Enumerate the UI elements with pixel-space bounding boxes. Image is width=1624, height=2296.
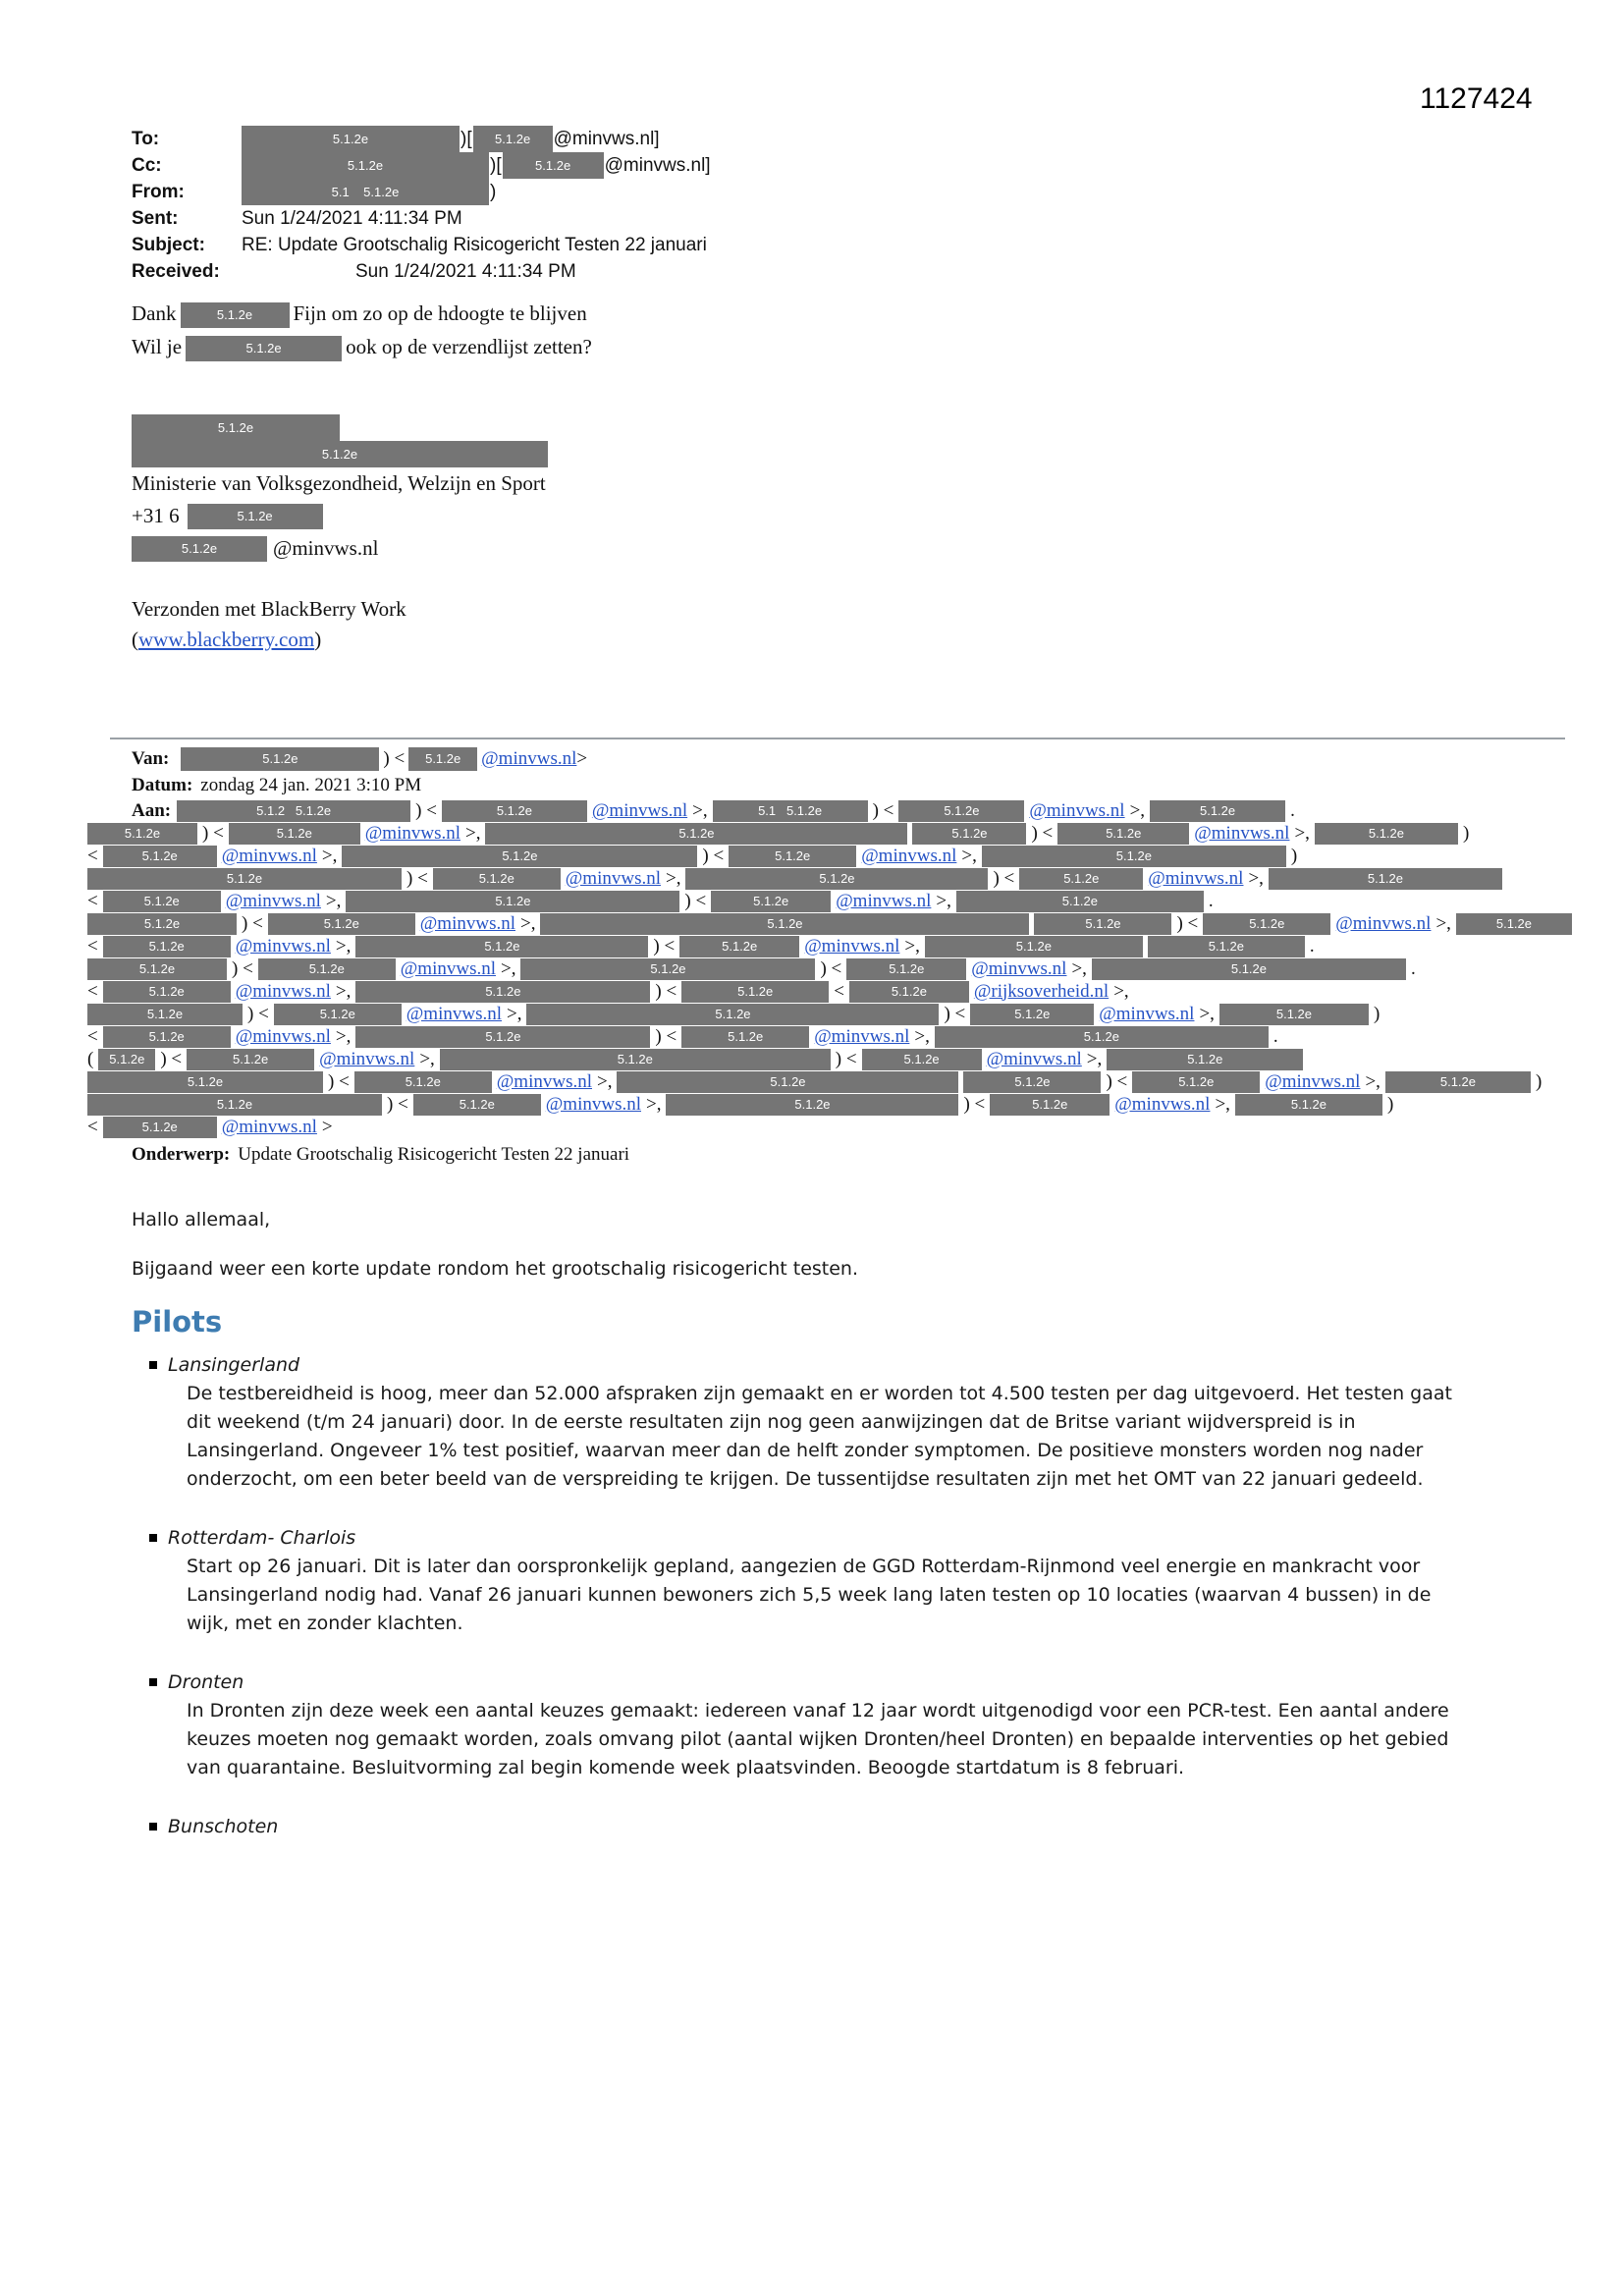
redaction-bar: 5.1.2e [1092,958,1406,980]
redaction-bar: 5.1.2e [862,1049,982,1070]
text-fragment: ) < [247,1003,269,1024]
redaction-bar: 5.1.2e [846,958,966,980]
text-fragment: >, [1215,1093,1230,1115]
redaction-bar: 5.1.2e [98,1049,155,1070]
from-label: From: [132,181,185,202]
redaction-bar: 5.1.2e [963,1071,1101,1093]
email-link[interactable]: @minvws.nl [971,957,1067,979]
pilot-item-header [149,1523,1565,1552]
email-link[interactable]: @minvws.nl [814,1025,910,1047]
text-fragment: Dank [132,301,177,325]
recipient-row [87,1116,1565,1138]
sent-with-text: Verzonden met BlackBerry Work [132,597,406,621]
text-fragment: < [87,1025,98,1047]
redaction-bar: 5.1.2e [103,1026,231,1048]
redaction-bar: 5.1.2e [132,536,267,562]
redaction-bar: 5.1.2e [1150,800,1285,822]
to-label: To: [132,128,160,149]
pilot-item-header [149,1812,1565,1840]
email-link[interactable]: @minvws.nl [861,845,957,866]
redaction-bar: 5.1.2e [970,1004,1094,1025]
email-link[interactable]: @minvws.nl [400,957,496,979]
datum-value: zondag 24 jan. 2021 3:10 PM [200,774,422,795]
redaction-bar: 5.1.2e [1132,1071,1260,1093]
redaction-bar: 5.1.2e [1385,1071,1531,1093]
redaction-bar: 5.1.2e [187,1049,314,1070]
text-fragment: ) [1373,1003,1380,1024]
redaction-bar: 5.1.2e [679,936,799,957]
aan-label: Aan: [132,799,172,821]
text-fragment: ) [490,181,497,202]
redaction-bar: 5.1.2e [433,868,561,890]
text-fragment: >, [501,957,516,979]
text-fragment: ) < [655,1025,677,1047]
text-fragment: . [1309,935,1315,957]
text-fragment: >, [1365,1070,1380,1092]
email-link[interactable]: @rijksoverheid.nl [973,980,1110,1002]
pilot-item-header [149,1350,1565,1379]
redaction-bar: 5.1.2e [1203,913,1330,935]
text-fragment: ) < [963,1093,986,1115]
redaction-bar: 5.1 5.1.2e [242,179,489,205]
pilot-title: Rotterdam- Charlois [168,1526,356,1549]
redaction-bar: 5.1.2e [103,1117,217,1138]
redaction-bar: 5.1.2e [520,958,815,980]
text-fragment: . [1410,957,1416,979]
redaction-bar: 5.1.2e [87,958,227,980]
header-row-received [132,258,1565,285]
recipient-row [87,912,1565,935]
recipient-row [87,980,1565,1003]
redaction-bar: 5.1.2e [354,1071,492,1093]
redaction-bar: 5.1.2e [188,504,323,529]
text-fragment: >, [335,935,352,957]
received-value: Sun 1/24/2021 4:11:34 PM [355,260,576,282]
redaction-bar: 5.1.2e [982,846,1286,867]
redaction-bar: 5.1.2e [1107,1049,1303,1070]
recipient-row [87,1070,1565,1093]
redaction-bar: 5.1.2e [87,1004,243,1025]
text-fragment: >, [961,845,977,866]
text-fragment: > [576,747,588,769]
blackberry-link[interactable]: www.blackberry.com [138,628,315,651]
text-fragment: ) < [1176,912,1199,934]
email-link[interactable]: @minvws.nl [406,1003,502,1024]
redaction-bar: 5.1.2e [666,1094,958,1116]
redaction-bar: 5.1.2e [935,1026,1269,1048]
redaction-bar: 5.1.2e [1235,1094,1382,1116]
text-fragment: ) < [1031,822,1054,844]
text-fragment: ) < [820,957,842,979]
redaction-bar: 5.1.2e [87,1071,323,1093]
redaction-bar: 5.1 5.1.2e [713,800,868,822]
text-fragment: ) < [944,1003,966,1024]
pilot-item-bunschoten [132,1812,1565,1840]
text-fragment: ) < [328,1070,350,1092]
text-fragment: Fijn om zo op de hdoogte te blijven [293,301,587,325]
text-fragment: >, [597,1070,613,1092]
redaction-bar: 5.1.2e [87,913,237,935]
text-fragment: ) < [387,1093,408,1115]
recipient-row [87,1093,1565,1116]
pilot-title: Dronten [168,1670,244,1693]
recipient-row [87,845,1565,867]
text-fragment: >, [936,890,951,911]
redaction-bar: 5.1.2e [685,868,988,890]
text-fragment: ) [1386,1093,1394,1115]
divider-line [110,738,1565,739]
recipient-row [87,867,1565,890]
text-fragment: ) [314,628,322,651]
phone-prefix: +31 6 [132,504,180,527]
redaction-bar: 5.1.2e [103,981,231,1003]
text-fragment: ) < [232,957,253,979]
redaction-bar: 5.1.2e [242,126,460,152]
received-label: Received: [132,260,220,282]
mail-header [132,0,1565,285]
header-row-from [132,179,1565,205]
email-suffix: @minvws.nl [273,536,379,560]
text-fragment: >, [904,935,920,957]
text-fragment: >, [465,822,481,844]
onderwerp-label: Onderwerp: [132,1143,231,1165]
pilot-item-dronten [132,1667,1565,1782]
redaction-bar: 5.1.2e [103,936,231,957]
redaction-bar: 5.1.2e [242,152,489,179]
redaction-bar: 5.1.2e [440,1049,831,1070]
pilot-text: De testbereidheid is hoog, meer dan 52.000 afspraken zijn gemaakt en er worden tot 4.500 testen per dag uitgevoerd. Het testen gaat dit weekend (t/m 24 januari) door. In de eerste resultaten zijn nog geen aanwijzingen dat de Britse variant wijdverspreid is in Lansingerland. Ongeveer 1% test positief, waarvan meer dan de helft zonder symptomen. De positieve monsters worden nog nader onderzocht, om een beter beeld van de verspreiding te krijgen. De tussentijdse resultaten zijn met het OMT van 22 januari gedeeld. [187,1383,1452,1490]
redaction-bar: 5.1.2e [473,126,553,152]
redaction-bar: 5.1.2e [729,846,856,867]
recipients-redacted-block [87,799,1565,1138]
recipient-row [87,799,1565,822]
email-link[interactable]: @minvws.nl [364,822,460,844]
text-fragment: )[ [490,154,502,176]
redaction-bar: 5.1.2e [1057,823,1189,845]
redaction-bar: 5.1.2e [681,1026,809,1048]
redacted-name-row [132,414,1565,441]
text-fragment: < [87,845,98,866]
text-fragment: ) < [872,799,894,821]
email-row [132,532,1565,565]
text-fragment: ( [132,628,138,651]
redaction-bar: 5.1.2e [1269,868,1502,890]
email-link[interactable]: @minvws.nl [221,845,317,866]
phone-row [132,500,1565,532]
redaction-bar: 5.1.2e [408,747,477,771]
text-fragment: >, [520,912,536,934]
text-fragment: < [87,980,98,1002]
text-fragment: ) < [202,822,224,844]
text-fragment: >, [1113,980,1129,1002]
subject-label: Subject: [132,234,205,255]
text-fragment: < [87,890,98,911]
text-fragment: >, [666,867,681,889]
section-title-pilots: Pilots [132,1305,223,1339]
redaction-bar: 5.1.2e [413,1094,541,1116]
text-fragment: >, [914,1025,930,1047]
text-fragment: ) [1462,822,1470,844]
recipient-row [87,1025,1565,1048]
redaction-bar: 5.1.2e [1456,913,1572,935]
blackberry-link-line [132,625,1565,655]
email-link[interactable]: @minvws.nl [804,935,900,957]
greeting: Hallo allemaal, [132,1209,271,1230]
cc-label: Cc: [132,154,162,176]
intro-paragraph [132,297,1565,363]
recipient-row [87,890,1565,912]
redaction-bar: 5.1.2e [274,1004,402,1025]
text-fragment: ) < [406,867,428,889]
cc-address-suffix: @minvws.nl] [604,154,711,176]
text-fragment: ) < [383,747,406,769]
redaction-bar: 5.1.2e [503,152,604,179]
redaction-bar: 5.1.2e [849,981,969,1003]
to-address-suffix: @minvws.nl] [553,128,660,149]
bullet-square-icon [149,1678,157,1686]
email-link[interactable]: @minvws.nl [1335,912,1432,934]
redaction-bar: 5.1.2e [186,336,342,361]
redaction-bar: 5.1.2e [229,823,360,845]
sent-label: Sent: [132,207,179,229]
email-link[interactable]: @minvws.nl [1148,867,1244,889]
redaction-bar: 5.1.2e [1148,936,1305,957]
document-number: 1127424 [1420,82,1533,115]
text-fragment: >, [325,890,342,911]
bullet-square-icon [149,1823,157,1831]
text-fragment: ) [1290,845,1298,866]
text-fragment: >, [321,845,338,866]
redaction-bar: 5.1.2e [342,846,697,867]
email-link[interactable]: @minvws.nl [836,890,932,911]
email-link[interactable]: @minvws.nl [1099,1003,1195,1024]
signature-block [132,414,1565,565]
text-fragment: >, [1071,957,1087,979]
recipient-row [87,935,1565,957]
redacted-role-row [132,441,1565,467]
text-fragment: >, [419,1048,435,1069]
text-fragment: > [321,1116,333,1137]
text-fragment: ) < [415,799,437,821]
email-link[interactable]: @minvws.nl [1029,799,1125,821]
email-link[interactable]: @minvws.nl [591,799,688,821]
text-fragment: ) < [684,890,707,911]
intro-line-2 [132,330,1565,363]
text-fragment: >, [646,1093,662,1115]
email-link[interactable]: @minvws.nl [565,867,661,889]
redaction-bar: 5.1.2e [442,800,587,822]
redaction-bar: 5.1.2e [956,891,1204,912]
email-link[interactable]: @minvws.nl [235,935,331,957]
body-intro: Bijgaand weer een korte update rondom het grootschalig risicogericht testen. [132,1258,859,1280]
redaction-bar: 5.1.2e [258,958,396,980]
text-fragment: ( [87,1048,94,1069]
redaction-bar: 5.1.2e [898,800,1024,822]
text-fragment: ) < [702,845,725,866]
text-fragment: >, [692,799,708,821]
recipient-row [87,957,1565,980]
redaction-bar: 5.1.2e [87,1094,382,1116]
redaction-bar: 5.1.2e [990,1094,1110,1116]
sent-value: Sun 1/24/2021 4:11:34 PM [242,207,462,229]
text-fragment: >, [507,1003,522,1024]
redaction-bar: 5.1.2e [485,823,907,845]
redaction-bar: 5.1.2e [1019,868,1143,890]
header-row-cc [132,152,1565,179]
redaction-bar: 5.1.2 5.1.2e [177,800,410,822]
recipient-row [87,822,1565,845]
redaction-bar: 5.1.2e [268,913,415,935]
email-link[interactable]: @minvws.nl [1265,1070,1361,1092]
email-link[interactable]: @minvws.nl [221,1116,317,1137]
text-fragment: < [834,980,844,1002]
email-link[interactable]: @minvws.nl [419,912,515,934]
recipient-row [87,1048,1565,1070]
redaction-bar: 5.1.2e [526,1004,939,1025]
redaction-bar: 5.1.2e [132,441,548,467]
blackberry-footer [132,594,1565,655]
text-fragment: ) < [1106,1070,1128,1092]
redaction-bar: 5.1.2e [617,1071,958,1093]
text-fragment: ) < [835,1048,857,1069]
text-fragment: )[ [460,128,472,149]
text-fragment: >, [1199,1003,1215,1024]
redaction-bar: 5.1.2e [132,414,340,441]
redaction-bar: 5.1.2e [925,936,1143,957]
text-fragment: ) < [242,912,263,934]
pilot-title: Lansingerland [168,1353,300,1376]
onderwerp-value: Update Grootschalig Risicogericht Testen 22 januari [238,1143,630,1165]
text-fragment: >, [335,1025,352,1047]
email-link[interactable]: @minvws.nl [319,1048,415,1069]
pilot-title: Bunschoten [168,1815,279,1837]
redaction-bar: 5.1.2e [355,936,648,957]
text-fragment: . [1272,1025,1278,1047]
redaction-bar: 5.1.2e [1219,1004,1369,1025]
email-link[interactable]: @minvws.nl [481,747,577,769]
redaction-bar: 5.1.2e [103,846,217,867]
redaction-bar: 5.1.2e [681,981,829,1003]
text-fragment: . [1208,890,1214,911]
recipient-row [87,1003,1565,1025]
text-fragment: ) < [160,1048,183,1069]
text-fragment: < [87,1116,98,1137]
text-fragment: ook op de verzendlijst zetten? [346,335,592,358]
pilot-item-header [149,1667,1565,1696]
datum-label: Datum: [132,774,193,795]
quoted-header [87,745,1565,1168]
text-fragment: >, [1086,1048,1103,1069]
redaction-bar: 5.1.2e [711,891,831,912]
redaction-bar: 5.1.2e [87,868,402,890]
redaction-bar: 5.1.2e [912,823,1026,845]
redaction-bar: 5.1.2e [87,823,197,845]
redaction-bar: 5.1.2e [355,981,650,1003]
redaction-bar: 5.1.2e [540,913,1029,935]
pilot-text: In Dronten zijn deze week een aantal keuzes gemaakt: iedereen vanaf 12 jaar wordt uitgenodigd voor een PCR-test. Een aantal andere keuzes moeten nog gemaakt worden, zoals omvang pilot (aantal wijken Dronten/heel Dronten) en bepaalde interventies op het gebied van quarantaine. Besluitvorming zal begin komende week plaatsvinden. Beoogde startdatum is 8 februari. [187,1700,1449,1778]
text-fragment: ) < [993,867,1015,889]
email-link[interactable]: @minvws.nl [986,1048,1082,1069]
redaction-bar: 5.1.2e [181,302,290,328]
email-link[interactable]: @minvws.nl [235,980,331,1002]
header-row-to [132,126,1565,152]
email-link[interactable]: @minvws.nl [545,1093,641,1115]
text-fragment: >, [1248,867,1264,889]
bullet-square-icon [149,1361,157,1369]
pilot-item-rotterdam-charlois [132,1523,1565,1638]
text-fragment: ) [1535,1070,1543,1092]
text-fragment: Wil je [132,335,183,358]
text-fragment: ) < [653,935,676,957]
redaction-bar: 5.1.2e [1315,823,1458,845]
redaction-bar: 5.1.2e [1034,913,1171,935]
datum-row [132,772,1565,798]
text-fragment: >, [1129,799,1146,821]
pilot-item-lansingerland [132,1350,1565,1494]
text-fragment: ) < [655,980,677,1002]
email-link[interactable]: @minvws.nl [225,890,321,911]
van-label: Van: [132,747,170,769]
header-row-subject [132,232,1565,258]
redaction-bar: 5.1.2e [355,1026,650,1048]
text-fragment: < [87,935,98,957]
pilot-text: Start op 26 januari. Dit is later dan oorspronkelijk gepland, aangezien de GGD Rotterdam-Rijnmond veel energie en mankracht voor Lansingerland nodig had. Vanaf 26 januari kunnen bewoners zich 5,5 week lang laten testen op 10 locaties (waarvan 4 bussen) in de wijk, met en zonder klachten. [187,1556,1432,1634]
subject-value: RE: Update Grootschalig Risicogericht Testen 22 januari [242,234,707,255]
text-fragment: >, [335,980,352,1002]
email-link[interactable]: @minvws.nl [1194,822,1290,844]
text-fragment: . [1290,799,1295,821]
text-fragment: >, [1294,822,1310,844]
redaction-bar: 5.1.2e [181,747,379,771]
message-body [132,1209,1565,1840]
redaction-bar: 5.1.2e [103,891,221,912]
text-fragment: >, [1435,912,1451,934]
organization-name: Ministerie van Volksgezondheid, Welzijn en Sport [132,471,546,495]
intro-line-1 [132,297,1565,330]
email-link[interactable]: @minvws.nl [235,1025,331,1047]
redaction-bar: 5.1.2e [346,891,679,912]
bullet-square-icon [149,1534,157,1542]
email-link[interactable]: @minvws.nl [496,1070,592,1092]
van-row [132,745,1565,772]
email-link[interactable]: @minvws.nl [1114,1093,1211,1115]
header-row-sent [132,205,1565,232]
onderwerp-row [132,1141,1565,1168]
